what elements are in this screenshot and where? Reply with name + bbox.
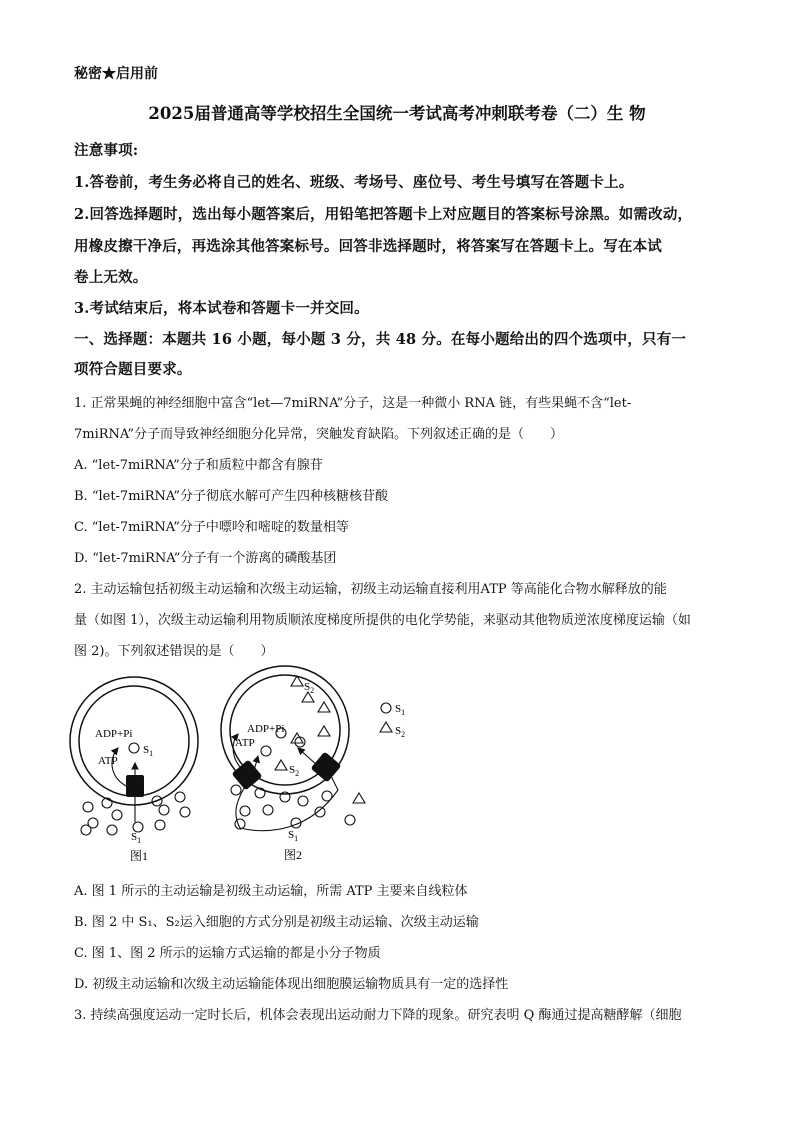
q2-option-d: D. 初级主动运输和次级主动运输能体现出细胞膜运输物质具有一定的选择性 xyxy=(74,977,509,992)
secret-label: 秘密★启用前 xyxy=(74,66,158,82)
legend-s1: $S_1$ xyxy=(395,703,406,717)
fig1-atp-label: ATP xyxy=(98,755,118,767)
notice-2a: 2.回答选择题时，选出每小题答案后，用铅笔把答题卡上对应题目的答案标号涂黑。如需改动， xyxy=(74,206,693,223)
q1-option-b: B. “let-7miRNA”分子彻底水解可产生四种核糖核苷酸 xyxy=(74,489,388,504)
q1-option-c: C. “let-7miRNA”分子中嘌呤和嘧啶的数量相等 xyxy=(74,520,349,535)
transport-figure xyxy=(0,660,794,870)
figure-2-pump-right xyxy=(311,752,342,783)
notice-2c: 卷上无效。 xyxy=(74,269,148,286)
fig2-s2-inside: $S_2$ xyxy=(289,764,300,778)
section-heading-2: 项符合题目要求。 xyxy=(74,361,192,378)
legend-s2: $S_2$ xyxy=(395,725,406,739)
figure-1-caption: 图1 xyxy=(130,849,149,863)
notice-2b: 用橡皮擦干净后，再选涂其他答案标号。回答非选择题时，将答案写在答题卡上。写在本试 xyxy=(74,238,662,255)
q1-stem-2: 7miRNA”分子而导致神经细胞分化异常，突触发育缺陷。下列叙述正确的是（ ） xyxy=(74,427,564,442)
q1-option-d: D. “let-7miRNA”分子有一个游离的磷酸基团 xyxy=(74,551,337,566)
fig2-atp-label: ATP xyxy=(235,737,255,749)
q2-stem-1: 2. 主动运输包括初级主动运输和次级主动运输，初级主动运输直接利用ATP 等高能化合物水解释放的能 xyxy=(74,582,667,597)
fig1-s1-outside: $S_1$ xyxy=(131,831,142,845)
fig1-adp-label: ADP+Pi xyxy=(95,728,133,740)
fig2-s1-label: $S_1$ xyxy=(288,829,299,843)
figure-2-caption: 图2 xyxy=(284,848,303,862)
q2-option-a: A. 图 1 所示的主动运输是初级主动运输，所需 ATP 主要来自线粒体 xyxy=(74,884,468,899)
notice-3: 3.考试结束后，将本试卷和答题卡一并交回。 xyxy=(74,300,369,317)
section-heading-1: 一、选择题：本题共 16 小题，每小题 3 分，共 48 分。在每小题给出的四个选项中，只有一 xyxy=(74,331,687,348)
page-title: 2025届普通高等学校招生全国统一考试高考冲刺联考卷（二）生 物 xyxy=(148,104,646,123)
q2-stem-3: 图 2)。下列叙述错误的是（ ） xyxy=(74,644,274,659)
q1-stem-1: 1. 正常果蝇的神经细胞中富含“let—7miRNA”分子，这是一种微小 RNA 链，有些果蝇不含“let- xyxy=(74,396,632,411)
figure-2-pump-left xyxy=(232,760,263,791)
notice-1: 1.答卷前，考生务必将自己的姓名、班级、考场号、座位号、考生号填写在答题卡上。 xyxy=(74,174,634,191)
q2-stem-2: 量（如图 1），次级主动运输利用物质顺浓度梯度所提供的电化学势能，来驱动其他物质逆浓度梯度运输（如 xyxy=(74,613,691,628)
q1-option-a: A. “let-7miRNA”分子和质粒中都含有腺苷 xyxy=(74,458,323,473)
figure-legend xyxy=(380,703,405,739)
q3-stem-1: 3. 持续高强度运动一定时长后，机体会表现出运动耐力下降的现象。研究表明 Q 酶通过提高糖酵解（细胞 xyxy=(74,1008,682,1023)
q2-option-c: C. 图 1、图 2 所示的运输方式运输的都是小分子物质 xyxy=(74,946,381,961)
fig2-s2-top: $S_2$ xyxy=(304,681,315,695)
notice-heading: 注意事项: xyxy=(74,142,139,159)
fig1-s1-inside: $S_1$ xyxy=(143,744,154,758)
q2-option-b: B. 图 2 中 S₁、S₂运入细胞的方式分别是初级主动运输、次级主动运输 xyxy=(74,915,479,930)
fig2-adp-label: ADP+Pi xyxy=(247,723,285,735)
